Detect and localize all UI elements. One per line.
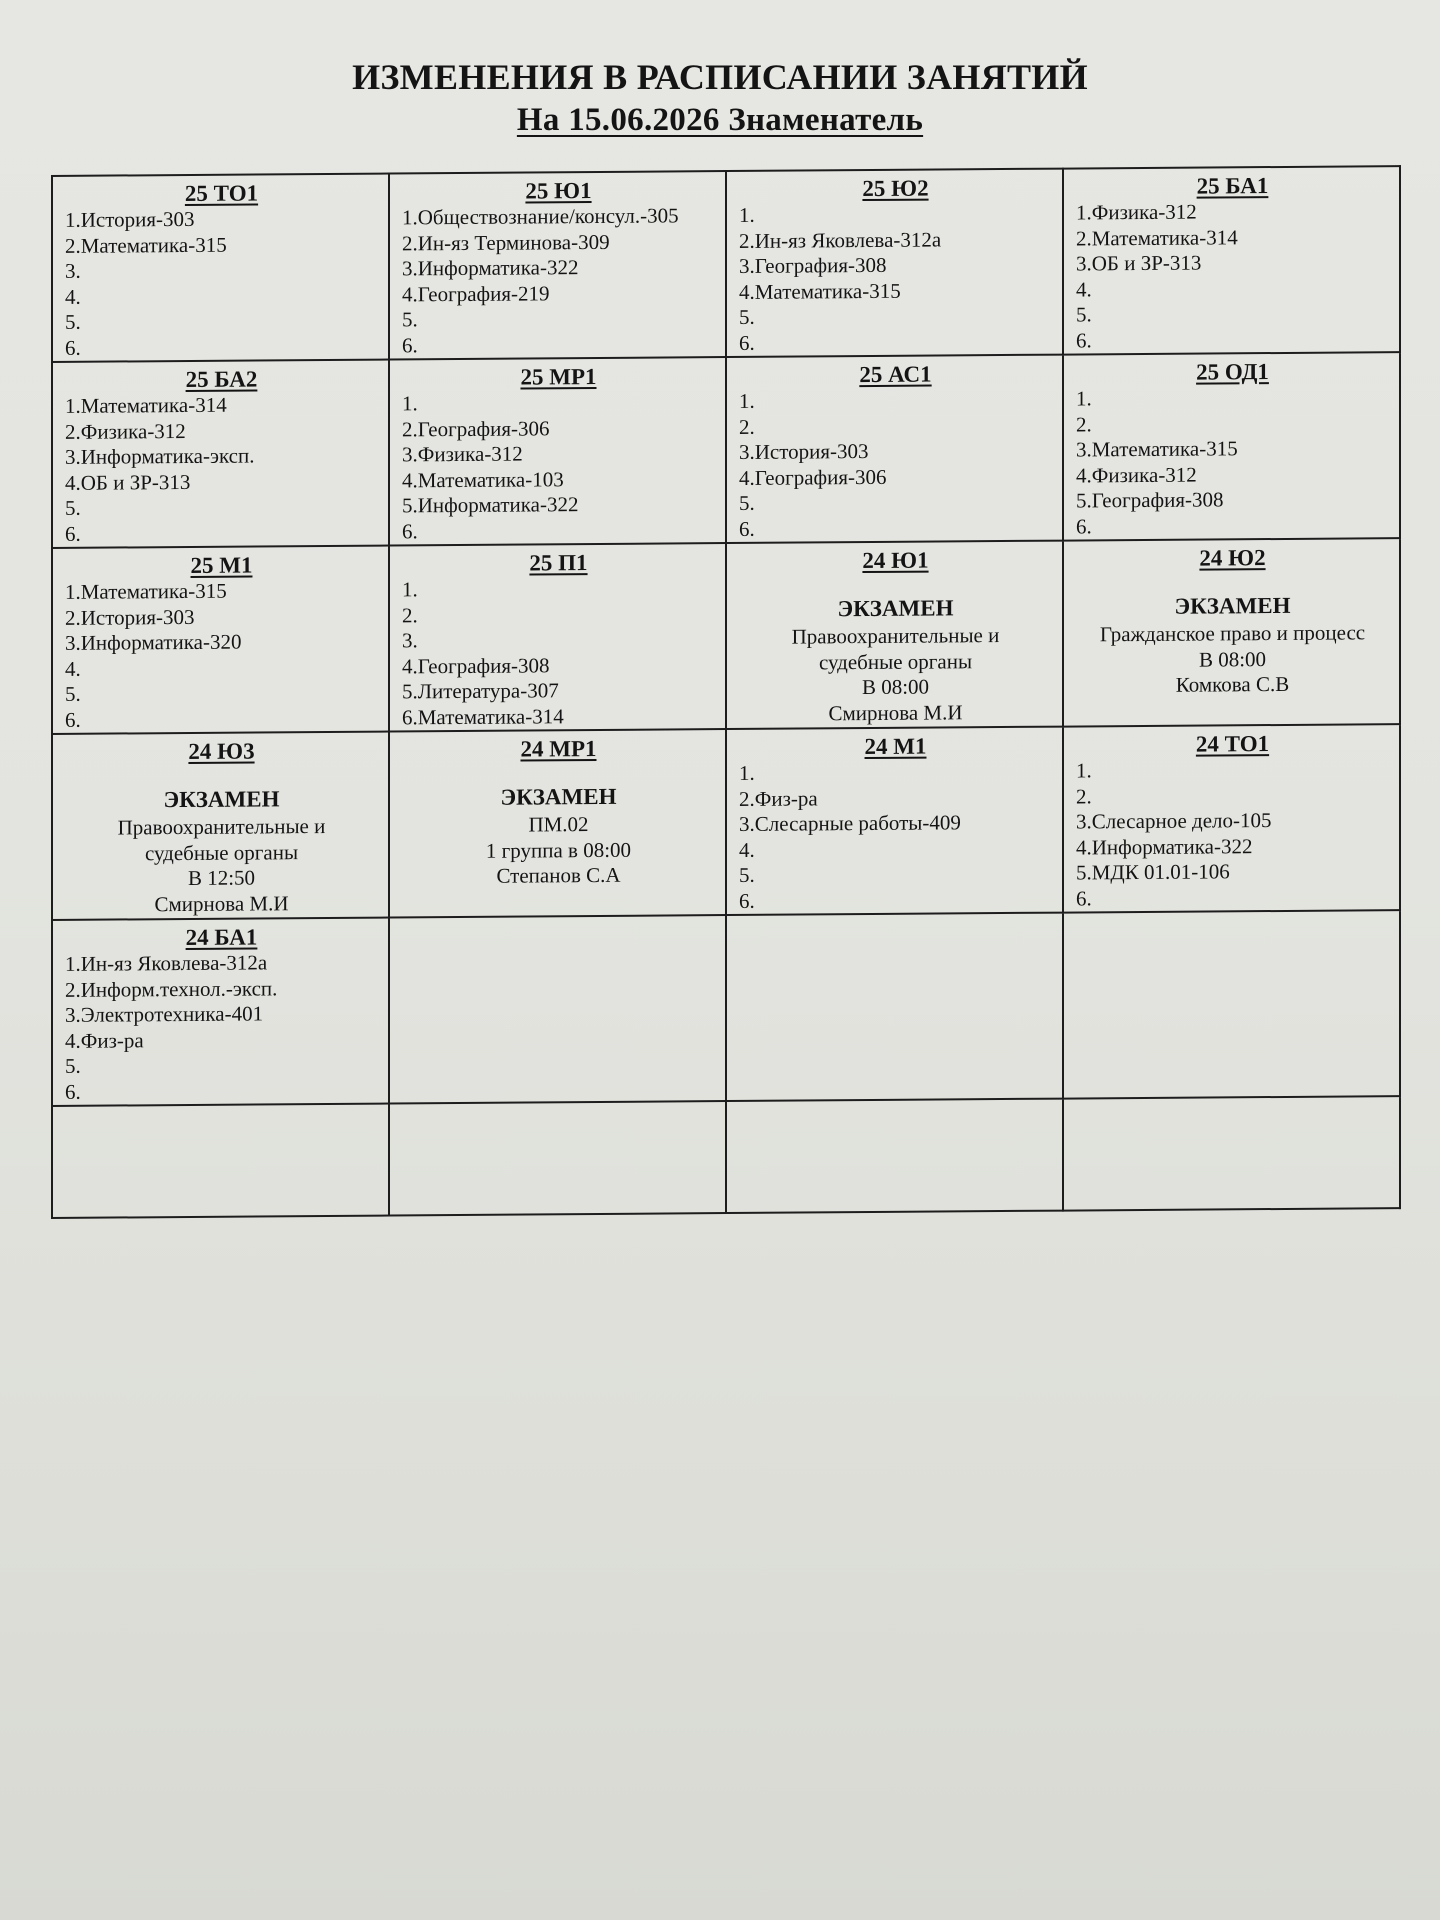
lesson-item: 1.Математика-315 <box>65 578 227 604</box>
lesson-item: 6. <box>739 330 755 355</box>
group-cell <box>389 729 726 917</box>
lesson-item: 6. <box>739 888 755 913</box>
lesson-item: 4. <box>739 837 755 862</box>
lesson-item: 3.Электротехника-401 <box>65 1001 264 1027</box>
lesson-item: 5. <box>739 490 755 515</box>
exam-block <box>1076 590 1389 699</box>
lesson-list <box>65 578 378 733</box>
lesson-item: 5.МДК 01.01-106 <box>1076 859 1230 885</box>
lesson-item: 4.Математика-103 <box>402 466 564 492</box>
lesson-item: 5. <box>65 309 81 334</box>
lesson-item: 6. <box>402 518 418 543</box>
group-cell <box>389 543 726 731</box>
group-cell <box>726 169 1063 357</box>
lesson-item: 4.Физика-312 <box>1076 462 1197 487</box>
lesson-item: 1. <box>402 391 418 416</box>
exam-label: ЭКЗАМЕН <box>1174 592 1291 619</box>
group-cell <box>52 918 389 1106</box>
empty-cell <box>1063 1096 1400 1210</box>
lesson-item: 3.Информатика-322 <box>402 255 579 281</box>
lesson-item: 5.Информатика-322 <box>402 492 579 518</box>
lesson-item: 4.Математика-315 <box>739 278 901 304</box>
exam-block <box>65 784 378 918</box>
lesson-item: 4.Информатика-322 <box>1076 833 1253 859</box>
lesson-list <box>1076 756 1389 911</box>
empty-cell <box>726 1099 1063 1213</box>
lesson-list <box>1076 198 1389 353</box>
lesson-item: 6. <box>65 521 81 546</box>
group-name: 25 БА2 <box>185 366 258 393</box>
lesson-item: 2. <box>1076 411 1092 436</box>
lesson-list <box>65 206 378 361</box>
schedule-row <box>52 724 1400 920</box>
lesson-item: 4.Физ-ра <box>65 1027 144 1053</box>
schedule-row <box>52 1096 1400 1218</box>
lesson-item: 1.Математика-314 <box>65 392 227 418</box>
lesson-item: 3.География-308 <box>739 252 887 278</box>
exam-label: ЭКЗАМЕН <box>500 783 617 810</box>
group-cell <box>52 360 389 548</box>
lesson-item: 6. <box>65 1079 81 1104</box>
group-cell <box>52 546 389 734</box>
lesson-item: 2.Физика-312 <box>65 418 186 444</box>
group-cell <box>1063 166 1400 354</box>
exam-detail: В 08:00 <box>861 674 930 700</box>
exam-detail: Правоохранительные и <box>117 813 326 840</box>
lesson-item: 1. <box>739 202 755 227</box>
lesson-item: 2.Ин-яз Терминова-309 <box>402 229 610 255</box>
lesson-item: 4.География-219 <box>402 280 550 306</box>
lesson-item: 3.Слесарные работы-409 <box>739 810 961 836</box>
lesson-item: 2.География-306 <box>402 415 550 441</box>
lesson-item: 2.Математика-314 <box>1076 224 1238 250</box>
lesson-item: 6. <box>1076 885 1092 910</box>
lesson-item: 2.История-303 <box>65 604 195 630</box>
group-name: 25 МР1 <box>520 364 597 390</box>
exam-detail: В 12:50 <box>187 865 256 890</box>
group-name: 24 ТО1 <box>1195 731 1270 757</box>
exam-detail: ПМ.02 <box>528 812 589 837</box>
group-name: 24 МР1 <box>520 736 597 762</box>
exam-detail: В 08:00 <box>1198 646 1267 672</box>
lesson-item: 6. <box>739 516 755 541</box>
lesson-list <box>1076 384 1389 539</box>
lesson-item: 6. <box>1076 327 1092 352</box>
lesson-item: 3.Слесарное дело-105 <box>1076 808 1272 834</box>
exam-detail: Степанов С.А <box>496 862 621 888</box>
lesson-item: 1.Обществознание/консул.-305 <box>402 203 679 230</box>
lesson-item: 6. <box>402 332 418 357</box>
lesson-item: 2. <box>1076 783 1092 808</box>
group-name: 24 Ю1 <box>862 547 929 574</box>
empty-cell <box>52 1104 389 1218</box>
lesson-item: 2.Информ.технол.-эксп. <box>65 975 278 1002</box>
lesson-item: 2.Ин-яз Яковлева-312а <box>739 226 942 253</box>
group-cell <box>389 357 726 545</box>
lesson-item: 1.Физика-312 <box>1076 199 1197 225</box>
lesson-item: 1. <box>739 388 755 413</box>
lesson-list <box>402 203 715 358</box>
lesson-list <box>739 759 1052 914</box>
group-name: 25 ТО1 <box>184 180 259 207</box>
lesson-list <box>65 950 378 1105</box>
group-cell <box>1063 724 1400 912</box>
group-name: 25 ОД1 <box>1196 359 1269 385</box>
group-cell <box>1063 352 1400 540</box>
lesson-item: 5.География-308 <box>1076 487 1224 513</box>
lesson-list <box>739 387 1052 542</box>
lesson-item: 3.Математика-315 <box>1076 436 1238 462</box>
page-subtitle: На 15.06.2026 Знаменатель <box>516 102 924 138</box>
schedule-row <box>52 166 1400 362</box>
exam-detail: судебные органы <box>818 648 973 674</box>
lesson-item: 4. <box>65 284 81 309</box>
group-name: 25 АС1 <box>859 361 932 388</box>
lesson-item: 3.Физика-312 <box>402 441 523 467</box>
lesson-item: 1.Ин-яз Яковлева-312а <box>65 950 268 976</box>
schedule-table <box>51 165 1401 1219</box>
exam-block <box>739 593 1052 727</box>
group-name: 25 Ю1 <box>525 178 592 204</box>
schedule-row <box>52 538 1400 734</box>
schedule-row <box>52 910 1400 1106</box>
lesson-item: 2. <box>739 414 755 439</box>
group-name: 25 П1 <box>529 550 588 576</box>
page-title: ИЗМЕНЕНИЯ В РАСПИСАНИИ ЗАНЯТИЙ <box>352 57 1088 97</box>
lesson-item: 3.Информатика-320 <box>65 629 242 655</box>
lesson-item: 2. <box>402 602 418 627</box>
group-cell <box>726 541 1063 729</box>
exam-label: ЭКЗАМЕН <box>163 786 280 813</box>
lesson-item: 5. <box>65 495 81 520</box>
lesson-item: 5. <box>739 862 755 887</box>
lesson-item: 3.История-303 <box>739 439 869 464</box>
lesson-item: 6. <box>1076 513 1092 538</box>
lesson-item: 1. <box>1076 758 1092 783</box>
group-name: 24 БА1 <box>185 924 258 951</box>
group-name: 25 БА1 <box>1196 173 1269 199</box>
lesson-item: 5. <box>402 307 418 332</box>
group-name: 25 Ю2 <box>862 175 929 202</box>
exam-detail: судебные органы <box>144 839 299 865</box>
lesson-item: 3. <box>402 628 418 653</box>
group-cell <box>52 732 389 920</box>
exam-detail: Смирнова М.И <box>154 890 289 916</box>
empty-cell <box>389 915 726 1103</box>
group-cell <box>52 174 389 362</box>
lesson-item: 1. <box>402 577 418 602</box>
exam-detail: Комкова С.В <box>1175 671 1290 697</box>
lesson-item: 3. <box>65 258 81 283</box>
group-cell <box>726 355 1063 543</box>
lesson-item: 2.Математика-315 <box>65 232 227 258</box>
lesson-item: 4.География-308 <box>402 652 550 678</box>
exam-detail: Гражданское право и процесс <box>1099 620 1366 647</box>
group-name: 25 М1 <box>190 552 253 578</box>
lesson-item: 3.ОБ и ЗР-313 <box>1076 250 1202 276</box>
lesson-item: 6.Математика-314 <box>402 703 564 729</box>
exam-detail: 1 группа в 08:00 <box>485 837 632 863</box>
lesson-item: 3.Информатика-эксп. <box>65 443 255 469</box>
lesson-list <box>739 201 1052 356</box>
group-name: 24 Ю2 <box>1199 545 1266 571</box>
exam-detail: Смирнова М.И <box>828 699 963 725</box>
lesson-item: 1.История-303 <box>65 206 195 232</box>
empty-cell <box>389 1101 726 1215</box>
schedule-row <box>52 352 1400 548</box>
lesson-item: 5.Литература-307 <box>402 678 559 704</box>
lesson-item: 5. <box>65 681 81 706</box>
lesson-item: 5. <box>1076 302 1092 327</box>
exam-label: ЭКЗАМЕН <box>837 595 954 622</box>
lesson-list <box>402 575 715 730</box>
lesson-item: 6. <box>65 335 81 360</box>
group-cell <box>726 727 1063 915</box>
empty-cell <box>1063 910 1400 1098</box>
group-name: 24 Ю3 <box>188 738 255 764</box>
group-name: 24 М1 <box>864 733 927 760</box>
exam-detail: Правоохранительные и <box>791 623 1000 649</box>
lesson-list <box>65 392 378 547</box>
lesson-item: 4.ОБ и ЗР-313 <box>65 469 191 495</box>
group-cell <box>1063 538 1400 726</box>
lesson-item: 5. <box>739 304 755 329</box>
lesson-item: 4. <box>65 656 81 681</box>
lesson-item: 2.Физ-ра <box>739 785 818 811</box>
lesson-item: 5. <box>65 1053 81 1078</box>
lesson-item: 1. <box>739 760 755 785</box>
lesson-item: 1. <box>1076 386 1092 411</box>
lesson-list <box>402 389 715 544</box>
lesson-item: 6. <box>65 707 81 732</box>
exam-block <box>402 781 715 890</box>
lesson-item: 4. <box>1076 276 1092 301</box>
group-cell <box>389 171 726 359</box>
lesson-item: 4.География-306 <box>739 464 887 490</box>
empty-cell <box>726 913 1063 1101</box>
